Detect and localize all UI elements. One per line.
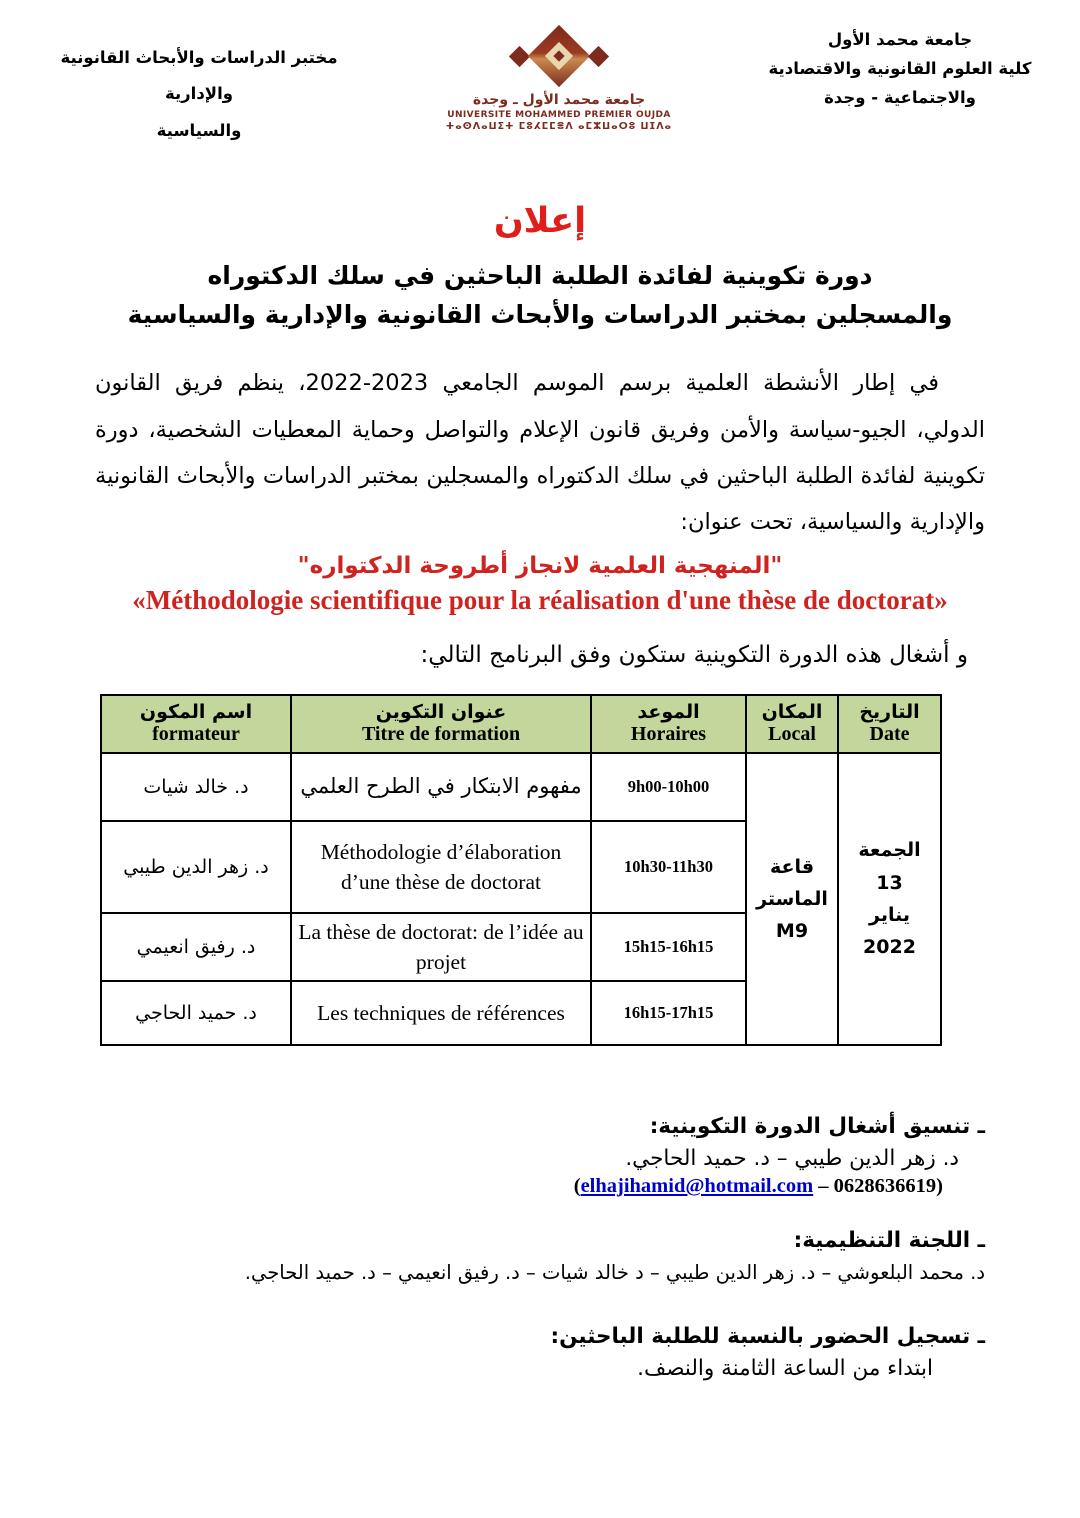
announcement-title: إعلان <box>493 200 587 241</box>
announcement-subtitle <box>0 257 1080 335</box>
committee-heading: ـ اللجنة التنظيمية: <box>793 1228 985 1254</box>
training-theme-arabic: "المنهجية العلمية لانجاز أطروحة الدكتواره" <box>297 552 783 579</box>
coordination-names: د. زهر الدين طيبي – د. حميد الحاجي. <box>625 1146 959 1172</box>
logo-small-diamond-right-icon <box>588 45 609 66</box>
local-line2: الماستر <box>756 887 828 910</box>
horaire-cell: 15h15-16h15 <box>591 913 746 981</box>
university-line2: كلية العلوم القانونية والاقتصادية <box>768 58 1032 78</box>
coordination-section <box>95 1114 985 1198</box>
university-line3: والاجتماعية - وجدة <box>824 87 976 107</box>
header-horaires-fr: Horaires <box>630 723 707 746</box>
subtitle-line1: دورة تكوينية لفائدة الطلبة الباحثين في سلك الدكتوراه <box>207 260 873 290</box>
logo-tifinagh-name: ⵜⴰⵙⴷⴰⵡⵉⵜ ⵎⵓⵃⵎⵎⴻⴷ ⴰⵎⵣⵡⴰⵔⵓ ⵡⵊⴷⴰ <box>445 121 673 132</box>
coordination-contact <box>95 1175 943 1198</box>
contact-phone: – 0628636619) <box>813 1175 943 1198</box>
header-titre-fr: Titre de formation <box>361 723 521 746</box>
header-horaires <box>591 695 746 753</box>
lab-name-line2: والسياسية <box>156 120 242 140</box>
formateur-cell: د. خالد شيات <box>101 753 291 821</box>
committee-section <box>95 1228 985 1284</box>
university-name-block <box>754 24 1046 113</box>
email-link[interactable]: elhajihamid@hotmail.com <box>580 1175 814 1198</box>
coordination-heading: ـ تنسيق أشغال الدورة التكوينية: <box>649 1114 985 1140</box>
logo-arabic-name: جامعة محمد الأول ـ وجدة <box>472 92 646 108</box>
horaire-cell: 10h30-11h30 <box>591 821 746 913</box>
university-logo <box>439 24 679 132</box>
date-line1: الجمعة 13 <box>858 839 921 894</box>
header-formateur-fr: formateur <box>152 723 240 746</box>
table-header-row <box>101 695 941 753</box>
titre-cell: La thèse de doctorat: de l’idée au projet <box>291 913 591 981</box>
local-line3: M9 <box>775 920 809 943</box>
subtitle-line2: والمسجلين بمختبر الدراسات والأبحاث القانونية والإدارية والسياسية <box>127 299 953 329</box>
footer-sections <box>95 1114 985 1381</box>
header-date-fr: Date <box>869 723 910 746</box>
logo-big-diamond-icon <box>528 25 590 87</box>
training-theme-french: «Méthodologie scientifique pour la réalisation d'une thèse de doctorat» <box>132 584 948 615</box>
formateur-cell: د. حميد الحاجي <box>101 981 291 1045</box>
local-line1: قاعة <box>769 855 815 878</box>
program-intro-line: و أشغال هذه الدورة التكوينية ستكون وفق البرنامج التالي: <box>420 641 968 668</box>
document-header <box>0 0 1080 149</box>
titre-cell: Les techniques de références <box>291 981 591 1045</box>
formateur-cell: د. رفيق انعيمي <box>101 913 291 981</box>
header-local-fr: Local <box>768 723 816 746</box>
header-titre <box>291 695 591 753</box>
header-local-ar: المكان <box>761 701 823 724</box>
attendance-heading: ـ تسجيل الحضور بالنسبة للطلبة الباحثين: <box>550 1324 985 1350</box>
horaire-cell: 9h00-10h00 <box>591 753 746 821</box>
date-line2: يناير 2022 <box>863 903 916 959</box>
contact-open-paren: ( <box>573 1175 581 1198</box>
horaire-cell: 16h15-17h15 <box>591 981 746 1045</box>
date-cell <box>838 753 941 1045</box>
formateur-cell: د. زهر الدين طيبي <box>101 821 291 913</box>
intro-paragraph: في إطار الأنشطة العلمية برسم الموسم الجامعي 2023-2022، ينظم فريق القانون الدولي، الجيو-سياسة والأمن وفريق قانون الإعلام والتواصل وحماية المعطيات الشخصية، دورة تكوينية لفائدة الطلبة الباحثين في سلك الدكتوراه والمسجلين بمختبر الدراسات والأبحاث القانونية والإدارية والسياسية، تحت عنوان: <box>95 370 985 535</box>
local-cell <box>746 753 838 1045</box>
program-schedule-table <box>100 694 942 1046</box>
header-local <box>746 695 838 753</box>
committee-members: د. محمد البلعوشي – د. زهر الدين طيبي – د خالد شيات – د. رفيق انعيمي – د. حميد الحاجي. <box>244 1261 985 1285</box>
attendance-section <box>95 1324 985 1381</box>
table-row <box>101 753 941 821</box>
lab-name-line1: مختبر الدراسات والأبحاث القانونية والإدارية <box>60 48 338 104</box>
header-horaires-ar: الموعد <box>637 701 700 724</box>
header-titre-ar: عنوان التكوين <box>375 701 507 724</box>
logo-diamond-emblem-icon <box>439 24 679 88</box>
lab-name-block <box>34 24 364 149</box>
attendance-note: ابتداء من الساعة الثامنة والنصف. <box>637 1356 933 1382</box>
university-line1: جامعة محمد الأول <box>827 30 973 49</box>
header-formateur-ar: اسم المكون <box>139 701 253 724</box>
header-date-ar: التاريخ <box>859 701 920 724</box>
logo-latin-name: UNIVERSITE MOHAMMED PREMIER OUJDA <box>447 110 671 120</box>
titre-cell: Méthodologie d’élaboration d’une thèse de doctorat <box>291 821 591 913</box>
header-formateur <box>101 695 291 753</box>
titre-cell: مفهوم الابتكار في الطرح العلمي <box>291 753 591 821</box>
header-date <box>838 695 941 753</box>
